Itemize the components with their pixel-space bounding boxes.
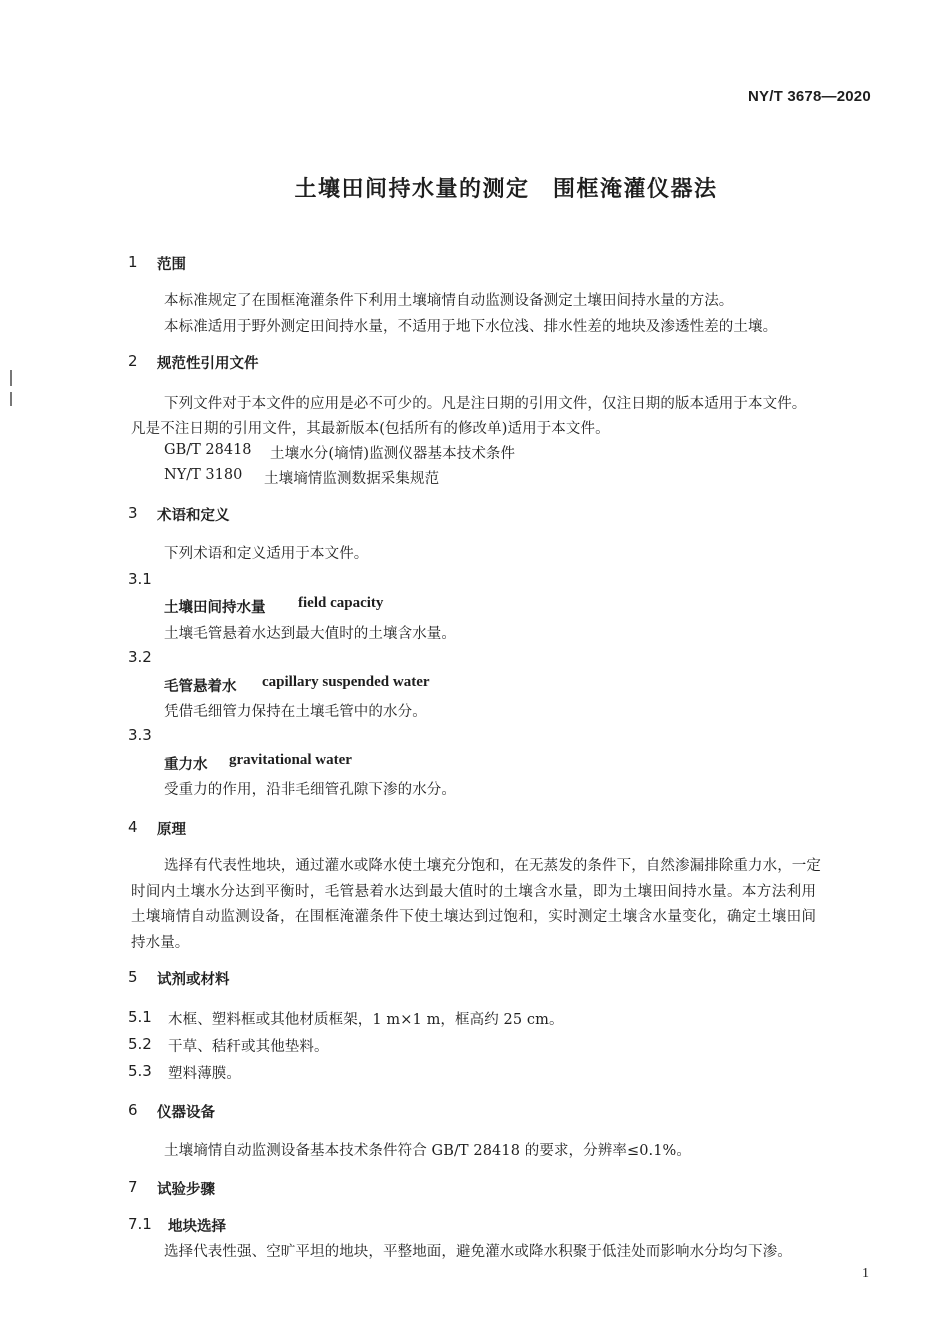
term-definition: 受重力的作用，沿非毛细管孔隙下渗的水分。 <box>164 782 456 798</box>
reference-code: GB/T 28418 <box>164 442 252 458</box>
term-number: 3.3 <box>128 726 152 744</box>
section-number: 4 <box>128 818 138 836</box>
paragraph-line: 选择有代表性地块，通过灌水或降水使土壤充分饱和，在无蒸发的条件下，自然渗漏排除重力水，一定 <box>164 858 821 874</box>
standard-code: NY/T 3678—2020 <box>748 88 871 105</box>
item-number: 5.2 <box>128 1035 152 1053</box>
item-number: 5.3 <box>128 1062 152 1080</box>
section-title: 仪器设备 <box>157 1105 215 1121</box>
section-number: 1 <box>128 253 138 271</box>
section-number: 5 <box>128 968 138 986</box>
term-chinese: 毛管悬着水 <box>164 679 237 695</box>
scan-artifact-mark <box>10 370 12 386</box>
section-number: 2 <box>128 352 138 370</box>
section-title: 规范性引用文件 <box>157 356 259 372</box>
item-text: 干草、秸秆或其他垫料。 <box>168 1039 329 1055</box>
term-english: field capacity <box>298 595 384 611</box>
term-english: gravitational water <box>229 752 352 768</box>
item-text: 塑料薄膜。 <box>168 1066 241 1082</box>
paragraph: 下列术语和定义适用于本文件。 <box>164 546 369 562</box>
paragraph: 本标准适用于野外测定田间持水量，不适用于地下水位浅、排水性差的地块及渗透性差的土壤。 <box>164 319 778 335</box>
reference-code: NY/T 3180 <box>164 467 243 483</box>
section-title: 试剂或材料 <box>157 972 230 988</box>
paragraph: 土壤墒情自动监测设备基本技术条件符合 GB/T 28418 的要求，分辨率≤0.1%。 <box>164 1143 692 1159</box>
section-title: 术语和定义 <box>157 508 230 524</box>
section-number: 3 <box>128 504 138 522</box>
section-number: 6 <box>128 1101 138 1119</box>
paragraph-line: 土壤墒情自动监测设备，在围框淹灌条件下使土壤达到过饱和，实时测定土壤含水量变化，确定土壤田间 <box>131 909 817 925</box>
term-number: 3.1 <box>128 570 152 588</box>
section-title: 范围 <box>157 257 186 273</box>
document-title: 土壤田间持水量的测定 围框淹灌仪器法 <box>294 177 718 202</box>
reference-title: 土壤墒情监测数据采集规范 <box>264 471 440 487</box>
term-definition: 凭借毛细管力保持在土壤毛管中的水分。 <box>164 704 427 720</box>
subsection-title: 地块选择 <box>168 1219 226 1235</box>
term-number: 3.2 <box>128 648 152 666</box>
section-title: 试验步骤 <box>157 1182 215 1198</box>
paragraph-line: 凡是不注日期的引用文件，其最新版本(包括所有的修改单)适用于本文件。 <box>131 421 610 437</box>
section-number: 7 <box>128 1178 138 1196</box>
page-number: 1 <box>862 1266 869 1281</box>
term-english: capillary suspended water <box>262 674 430 690</box>
item-text: 木框、塑料框或其他材质框架，1 m×1 m，框高约 25 cm。 <box>168 1012 564 1028</box>
term-chinese: 土壤田间持水量 <box>164 600 266 616</box>
paragraph-line: 时间内土壤水分达到平衡时，毛管悬着水达到最大值时的土壤含水量，即为土壤田间持水量。本方法利用 <box>131 884 817 900</box>
paragraph-line: 持水量。 <box>131 935 190 951</box>
paragraph: 本标准规定了在围框淹灌条件下利用土壤墒情自动监测设备测定土壤田间持水量的方法。 <box>164 293 734 309</box>
paragraph: 选择代表性强、空旷平坦的地块，平整地面，避免灌水或降水积聚于低洼处而影响水分均匀下渗。 <box>164 1244 792 1260</box>
scan-artifact-mark <box>10 392 12 406</box>
paragraph-line: 下列文件对于本文件的应用是必不可少的。凡是注日期的引用文件，仅注日期的版本适用于本文件。 <box>164 396 807 412</box>
reference-title: 土壤水分(墒情)监测仪器基本技术条件 <box>270 446 516 462</box>
term-definition: 土壤毛管悬着水达到最大值时的土壤含水量。 <box>164 626 456 642</box>
term-chinese: 重力水 <box>164 757 208 773</box>
item-number: 5.1 <box>128 1008 152 1026</box>
section-title: 原理 <box>157 822 186 838</box>
subsection-number: 7.1 <box>128 1215 152 1233</box>
